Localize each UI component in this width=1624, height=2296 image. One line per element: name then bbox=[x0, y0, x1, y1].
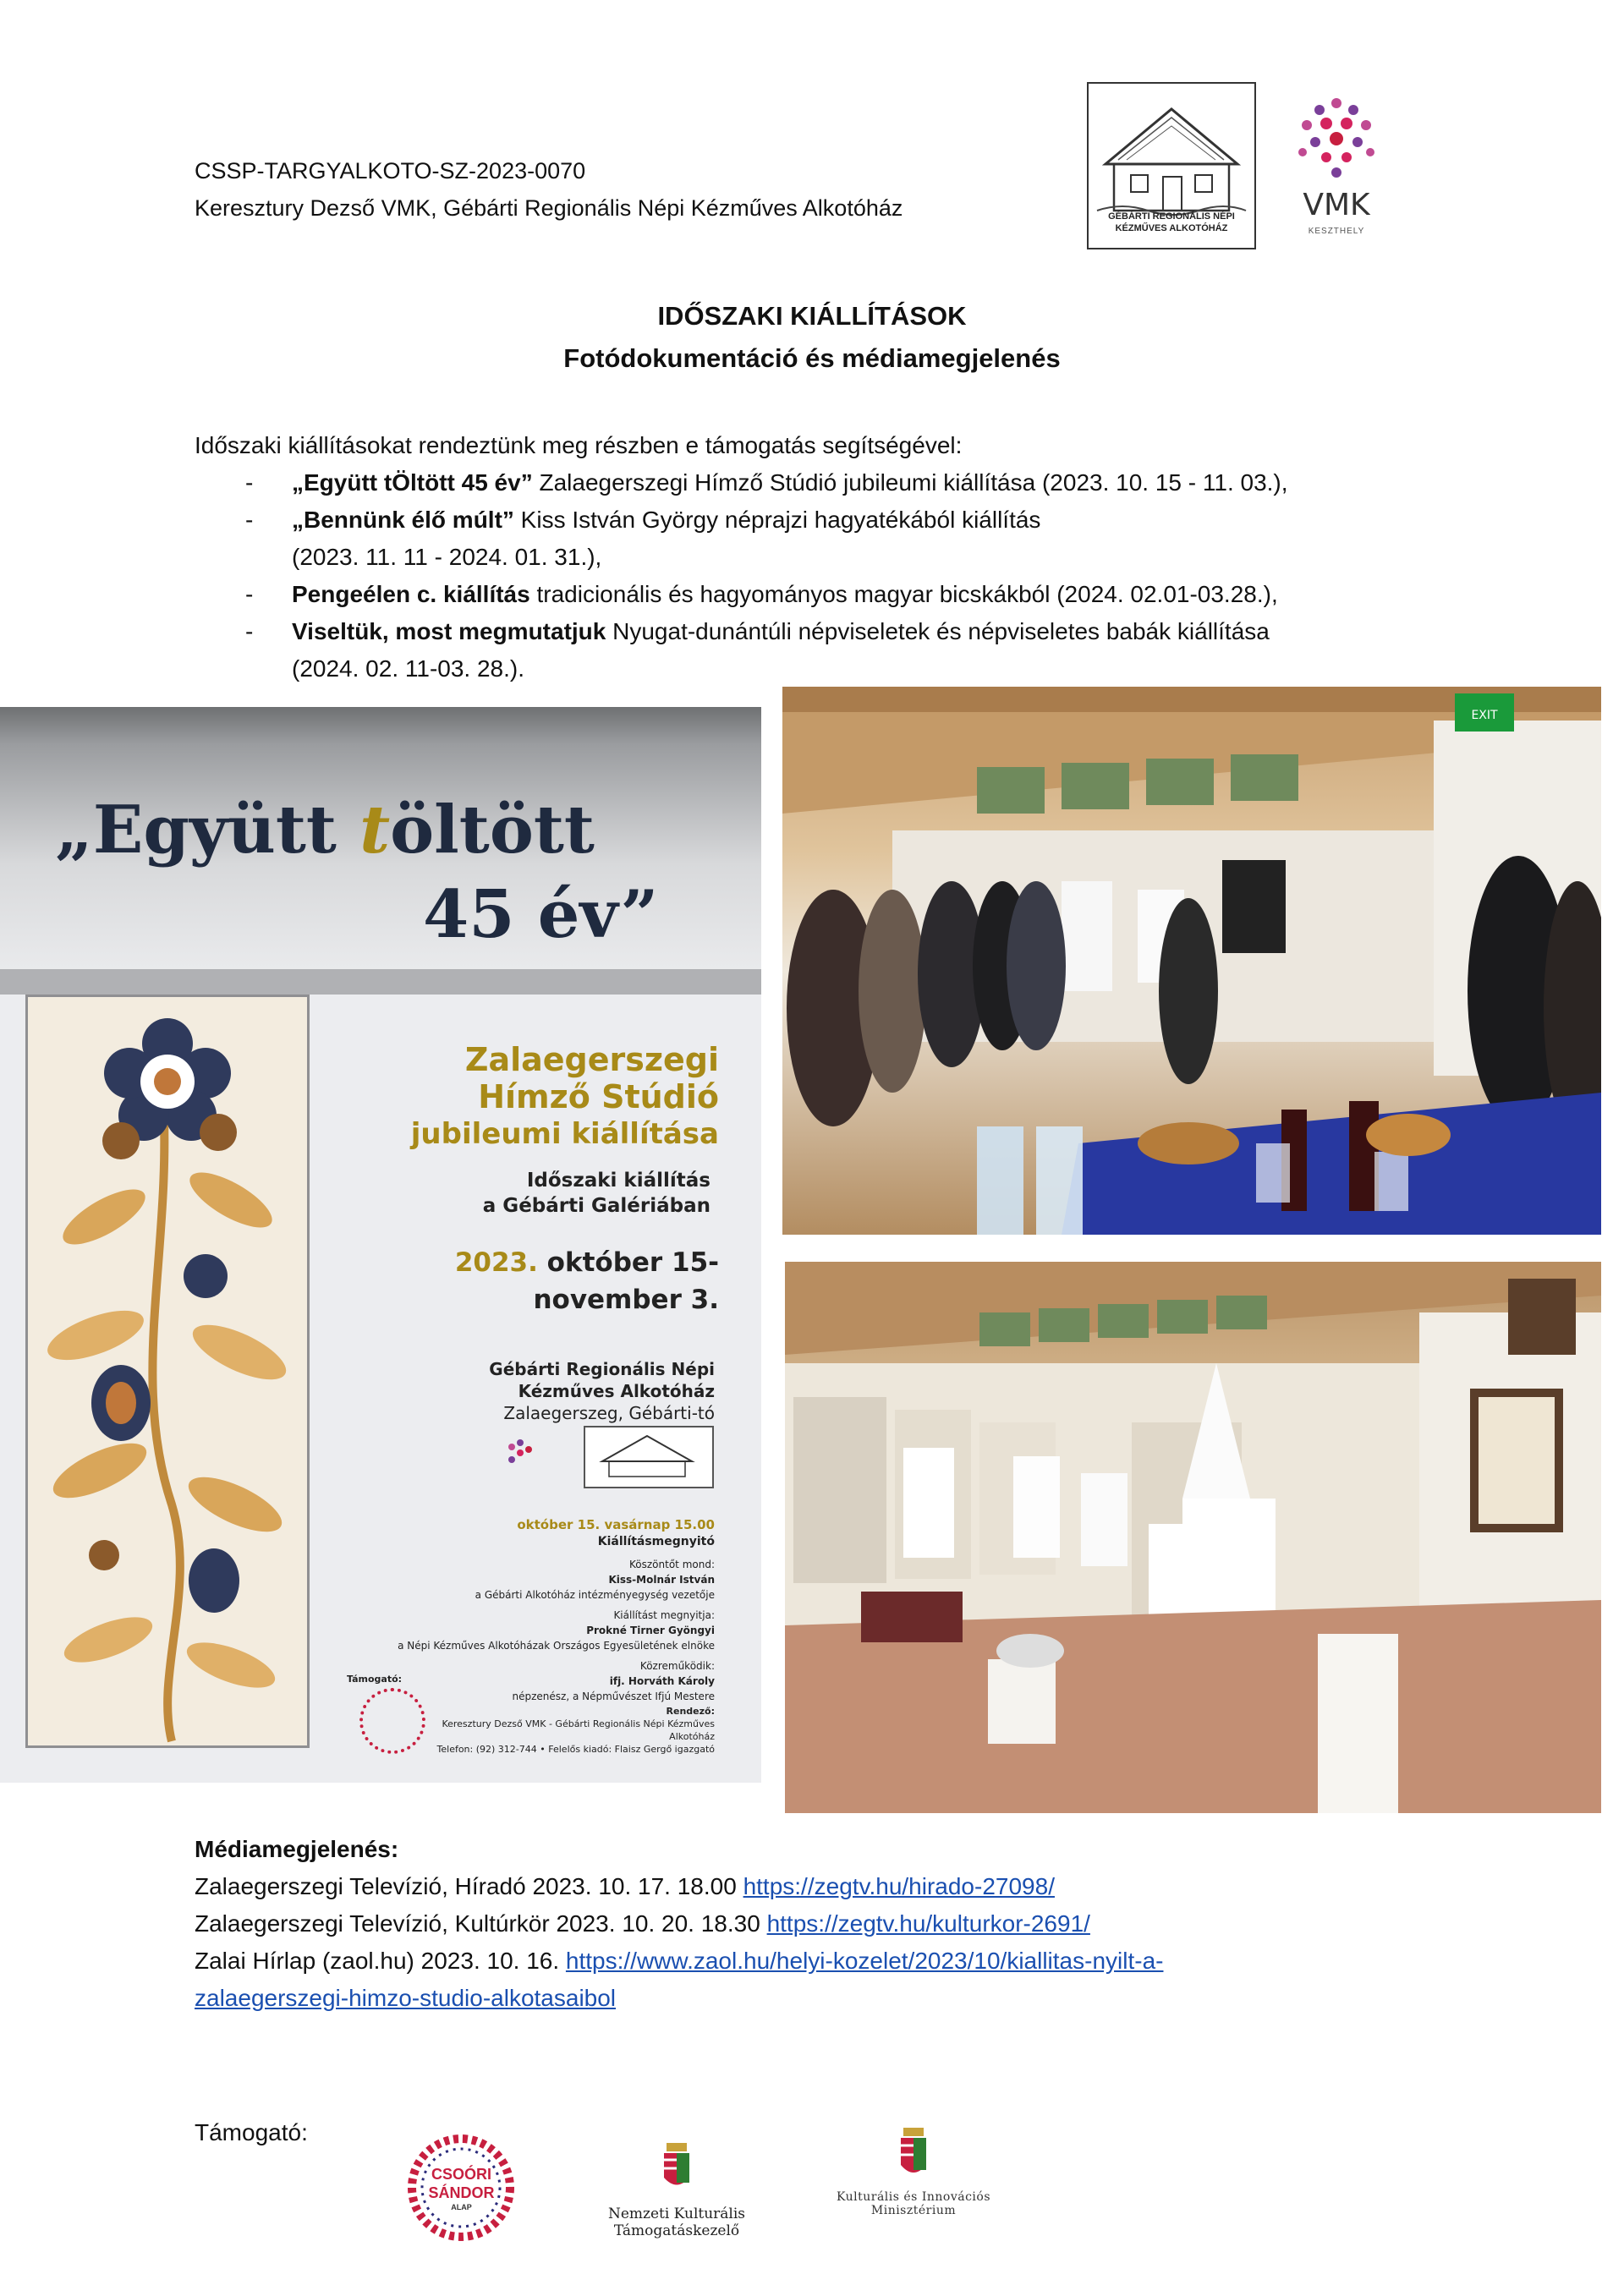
intro-text: Időszaki kiállításokat rendeztünk meg részben e támogatás segítségével: bbox=[195, 432, 963, 458]
exhibition-desc-cont: (2023. 11. 11 - 2024. 01. 31.), bbox=[292, 544, 602, 570]
poster-org-2: Hímző Stúdió bbox=[478, 1078, 719, 1115]
exhibition-poster bbox=[0, 707, 761, 1783]
exhibition-desc: Kiss István György néprajzi hagyatékából kiállítás bbox=[513, 507, 1041, 533]
list-dash: - bbox=[245, 581, 254, 607]
poster-organizer: Rendező: Keresztury Dezső VMK - Gébárti Regionális Népi Kézműves Alkotóház Telefon: (92) 312-744 • Felelős kiadó: Flaisz Gergő igazgató bbox=[436, 1706, 715, 1755]
gebart-caption-2: KÉZMŰVES ALKOTÓHÁZ bbox=[1115, 223, 1228, 233]
poster-date-1: 2023. október 15- bbox=[454, 1247, 719, 1278]
media-item-3: Zalai Hírlap (zaol.hu) 2023. 10. 16. https://www.zaol.hu/helyi-kozelet/2023/10/kiallitas-nyilt-a- bbox=[195, 1948, 1164, 1974]
list-dash: - bbox=[245, 618, 254, 644]
vmk-text: VMK bbox=[1303, 188, 1370, 222]
media-link-3[interactable]: https://www.zaol.hu/helyi-kozelet/2023/10/kiallitas-nyilt-a- bbox=[565, 1948, 1164, 1974]
poster-title-line1: „Együtt töltött bbox=[55, 792, 595, 869]
nka-line-2: Támogatáskezelő bbox=[613, 2222, 740, 2239]
csoori-sandor-logo bbox=[404, 2131, 518, 2245]
kim-line-2: Minisztérium bbox=[870, 2204, 957, 2217]
exhibition-title: Pengeélen c. kiállítás bbox=[292, 581, 530, 607]
poster-vmk-logo bbox=[499, 1434, 575, 1477]
embroidery-flower-icon bbox=[28, 997, 307, 1745]
exhibition-desc: Zalaegerszegi Hímző Stúdió jubileumi kiállítása (2023. 10. 15 - 11. 03.), bbox=[532, 469, 1288, 496]
media-link-2[interactable]: https://zegtv.hu/kulturkor-2691/ bbox=[766, 1910, 1090, 1937]
sponsor-label: Támogató: bbox=[195, 2119, 308, 2145]
exhibition-item-4 bbox=[0, 613, 1624, 688]
page-title: IDŐSZAKI KIÁLLÍTÁSOK bbox=[657, 301, 967, 331]
list-dash: - bbox=[245, 507, 254, 533]
exhibition-room-photo bbox=[785, 1262, 1601, 1813]
hungarian-coat-of-arms-icon bbox=[592, 2140, 761, 2199]
exit-sign: EXIT bbox=[1471, 709, 1498, 722]
kim-line-1: Kulturális és Innovációs bbox=[836, 2190, 991, 2204]
poster-title-line2: 45 év” bbox=[423, 876, 659, 953]
poster-date-2: november 3. bbox=[533, 1285, 719, 1315]
exhibition-title: Viseltük, most megmutatjuk bbox=[292, 618, 606, 644]
media-link-3-cont[interactable]: zalaegerszegi-himzo-studio-alkotasaibol bbox=[195, 1985, 617, 2011]
opening-event-photo bbox=[782, 687, 1601, 1235]
vmk-logo bbox=[1277, 93, 1396, 245]
poster-sub-1: Időszaki kiállítás bbox=[526, 1170, 710, 1192]
poster-opening-date: október 15. vasárnap 15.00 bbox=[517, 1517, 715, 1532]
exhibition-item-3 bbox=[0, 576, 1624, 613]
csoori-line-3: ALAP bbox=[451, 2203, 472, 2211]
exhibition-desc: Nyugat-dunántúli népviseletek és népviseletes babák kiállítása bbox=[606, 618, 1270, 644]
institution-name: Keresztury Dezső VMK, Gébárti Regionális Népi Kézműves Alkotóház bbox=[195, 195, 903, 221]
media-item-3-cont bbox=[195, 1980, 616, 2017]
list-dash: - bbox=[245, 469, 254, 496]
csoori-line-1: CSOÓRI bbox=[431, 2166, 491, 2183]
poster-org-3: jubileumi kiállítása bbox=[410, 1117, 719, 1151]
exhibition-desc: tradicionális és hagyományos magyar bicskákból (2024. 02.01-03.28.), bbox=[529, 581, 1278, 607]
exhibition-title: „Bennünk élő múlt” bbox=[292, 507, 514, 533]
kim-coat-of-arms-icon bbox=[812, 2123, 1015, 2186]
gebart-logo bbox=[1087, 82, 1256, 249]
poster-venue-3: Zalaegerszeg, Gébárti-tó bbox=[503, 1403, 715, 1423]
poster-csoori-logo bbox=[359, 1688, 425, 1754]
media-link-1[interactable]: https://zegtv.hu/hirado-27098/ bbox=[743, 1873, 1055, 1899]
poster-org-1: Zalaegerszegi bbox=[464, 1041, 719, 1078]
poster-sponsor-label: Támogató: bbox=[347, 1674, 403, 1685]
poster-vmk-dots-icon bbox=[499, 1434, 575, 1477]
document-code: CSSP-TARGYALKOTO-SZ-2023-0070 bbox=[195, 158, 586, 184]
poster-program: Köszöntőt mond: Kiss-Molnár István a Gébárti Alkotóház intézményegység vezetője Kiállítást megnyitja: Prokné Tirner Gyöngyi a Népi Kézműves Alkotóházak Országos Egyesületének elnöke Közreműködik: ifj. Horváth Károly népzenész, a Népművészet Ifjú Mestere bbox=[398, 1559, 715, 1702]
vmk-subtitle: KESZTHELY bbox=[1308, 227, 1365, 236]
exhibition-title: „Együtt tÖltött 45 év” bbox=[292, 469, 533, 496]
page-subtitle: Fotódokumentáció és médiamegjelenés bbox=[563, 343, 1061, 373]
photo-scene-1 bbox=[782, 687, 1601, 1235]
embroidery-image bbox=[25, 995, 310, 1748]
poster-venue-2: Kézműves Alkotóház bbox=[518, 1381, 715, 1401]
gebart-caption-1: GÉBÁRTI REGIONÁLIS NÉPI bbox=[1108, 211, 1235, 222]
poster-strip bbox=[0, 969, 761, 995]
exhibition-desc-cont: (2024. 02. 11-03. 28.). bbox=[292, 655, 524, 682]
nka-line-1: Nemzeti Kulturális bbox=[607, 2206, 746, 2222]
csoori-line-2: SÁNDOR bbox=[428, 2184, 495, 2201]
poster-gebart-logo bbox=[584, 1426, 714, 1488]
media-item-1: Zalaegerszegi Televízió, Híradó 2023. 10. 17. 18.00 https://zegtv.hu/hirado-27098/ bbox=[195, 1873, 1055, 1899]
exhibition-item-1 bbox=[0, 464, 1624, 501]
poster-sub-2: a Gébárti Galériában bbox=[482, 1195, 710, 1217]
dots-icon bbox=[1277, 93, 1396, 186]
house-mini-icon bbox=[585, 1427, 709, 1483]
poster-opening-label: Kiállításmegnyitó bbox=[597, 1535, 715, 1548]
poster-venue-1: Gébárti Regionális Népi bbox=[489, 1359, 715, 1379]
media-heading: Médiamegjelenés: bbox=[195, 1836, 399, 1862]
kim-logo bbox=[812, 2123, 1015, 2233]
nka-logo bbox=[592, 2140, 761, 2258]
exhibition-item-2 bbox=[0, 501, 1624, 576]
photo-scene-2 bbox=[785, 1262, 1601, 1813]
media-item-2: Zalaegerszegi Televízió, Kultúrkör 2023. 10. 20. 18.30 https://zegtv.hu/kulturkor-2691/ bbox=[195, 1910, 1090, 1937]
